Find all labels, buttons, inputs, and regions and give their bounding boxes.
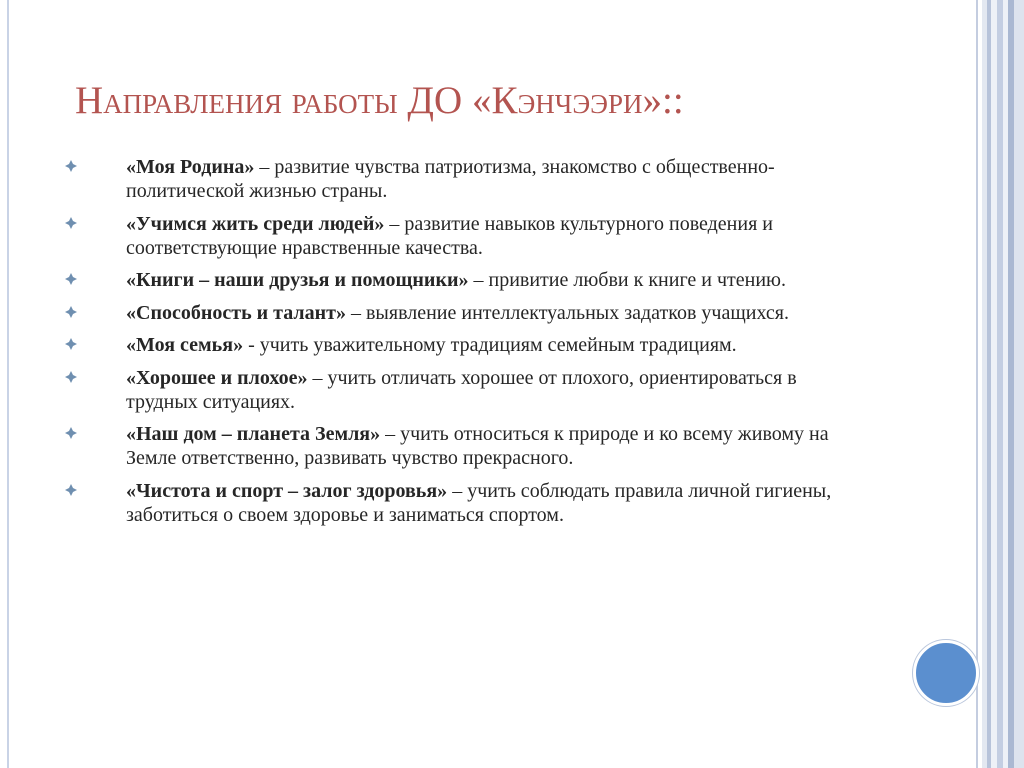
diamond-bullet-icon — [64, 483, 78, 497]
item-text: – учить относиться к природе и ко всему живому на Земле ответственно, развивать чувство прекрасного. — [126, 423, 829, 469]
decorative-stripes — [982, 0, 1024, 768]
item-text: - учить уважительному традициям семейным традициям. — [243, 334, 737, 356]
item-title: «Моя семья» — [126, 334, 244, 356]
item-text: – учить соблюдать правила личной гигиены, заботиться о своем здоровье и заниматься спортом. — [126, 479, 832, 526]
item-text: – развитие навыков культурного поведения и соответствующие нравственные качества. — [126, 212, 773, 259]
diamond-bullet-icon — [64, 370, 78, 384]
decorative-circle — [913, 640, 979, 706]
list-item — [0, 301, 866, 325]
diamond-bullet-icon — [64, 216, 78, 230]
directions-list — [0, 155, 960, 535]
diamond-bullet-icon — [64, 337, 78, 351]
list-item — [0, 366, 866, 414]
item-text: – учить отличать хорошее от плохого, ориентироваться в трудных ситуациях. — [126, 366, 797, 413]
right-frame-line — [976, 0, 978, 768]
item-title: «Моя Родина» — [126, 156, 255, 178]
list-item — [0, 479, 866, 527]
diamond-bullet-icon — [64, 272, 78, 286]
item-title: «Учимся жить среди людей» — [126, 212, 385, 235]
item-text: – привитие любви к книге и чтению. — [468, 269, 786, 291]
item-title: «Хорошее и плохое» — [126, 366, 308, 389]
item-text: – развитие чувства патриотизма, знакомство с общественно-политической жизнью страны. — [126, 156, 775, 202]
list-item — [0, 155, 866, 203]
list-item — [0, 268, 866, 292]
list-item — [0, 333, 866, 357]
diamond-bullet-icon — [64, 159, 78, 173]
list-item — [0, 422, 866, 470]
diamond-bullet-icon — [64, 426, 78, 440]
item-title: «Чистота и спорт – залог здоровья» — [126, 479, 448, 502]
slide-title: Направления работы ДО «Кэнчээри»:: — [75, 79, 684, 122]
item-title: «Способность и талант» — [126, 301, 346, 324]
item-title: «Наш дом – планета Земля» — [126, 423, 381, 445]
list-item — [0, 212, 866, 260]
item-title: «Книги – наши друзья и помощники» — [126, 269, 469, 291]
item-text: – выявление интеллектуальных задатков учащихся. — [345, 301, 789, 324]
diamond-bullet-icon — [64, 305, 78, 319]
